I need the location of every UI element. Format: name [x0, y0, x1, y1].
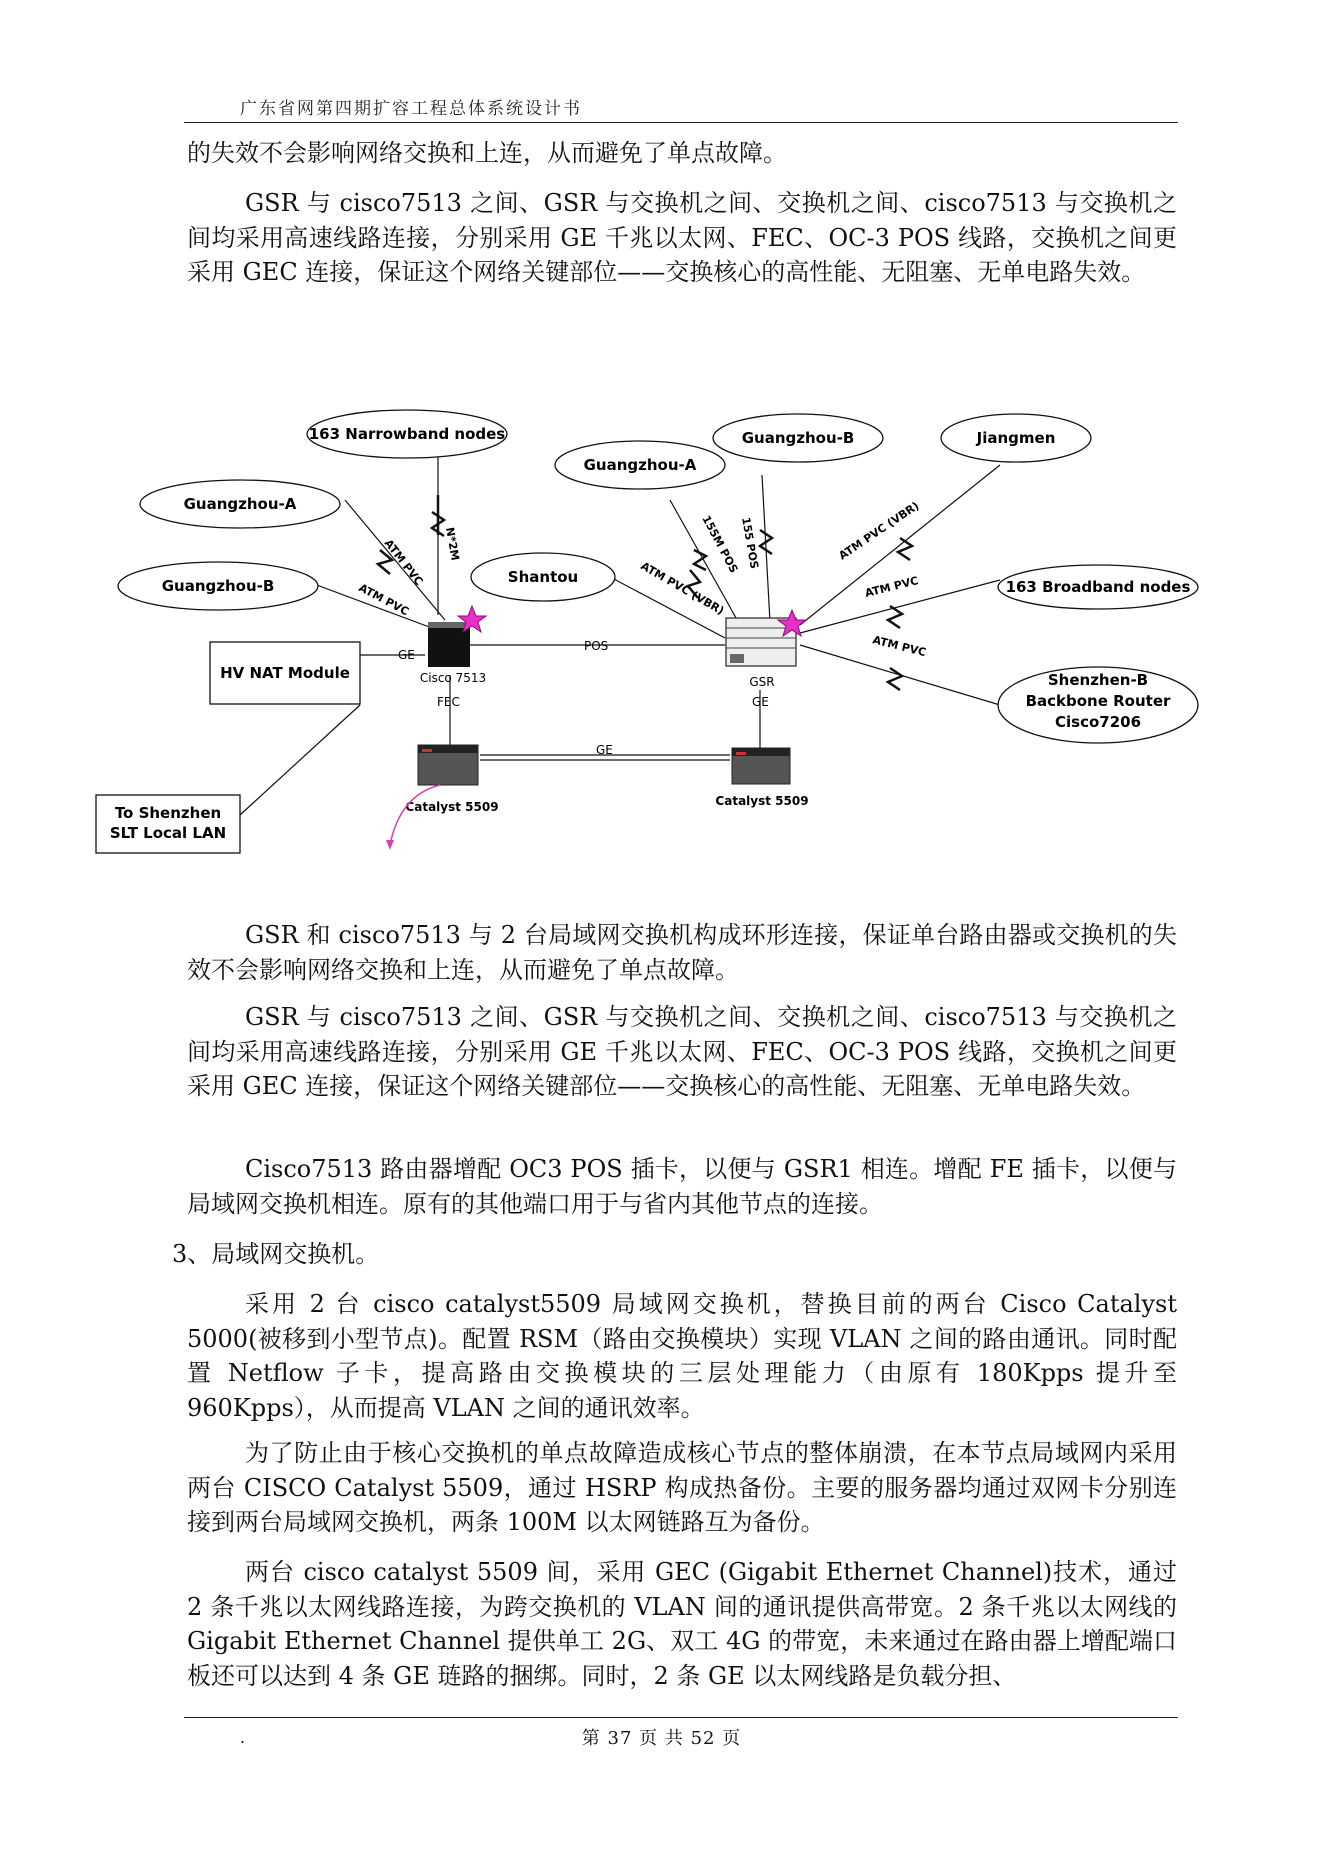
- link-atm-pvc-a: ATM PVC: [381, 536, 426, 588]
- magenta-arrow-head: [386, 840, 394, 850]
- paragraph-top-2: GSR 与 cisco7513 之间、GSR 与交换机之间、交换机之间、cisco7513 与交换机之间均采用高速线路连接，分别采用 GE 千兆以太网、FEC、OC-3 POS 线路，交换机之间更采用 GEC 连接，保证这个网络关键部位——交换核心的高性能、无阻塞、无单电路失效。: [187, 189, 1177, 286]
- paragraph-section-3: 两台 cisco catalyst 5509 间，采用 GEC (Gigabit Ethernet Channel)技术，通过 2 条千兆以太网线路连接，为跨交换机的 VLAN 间的通讯提供高带宽。2 条千兆以太网线的 Gigabit Ethernet Channel 提供单工 2G、双工 4G 的带宽，未来通过在路由器上增配端口板还可以达到 4 条 GE 琏路的捆绑。同时，2 条 GE 以太网线路是负载分担、: [187, 1558, 1177, 1690]
- network-diagram: [0, 400, 1323, 860]
- to-shenzhen-line2: SLT Local LAN: [109, 824, 227, 842]
- footer-rule: [184, 1717, 1178, 1718]
- paragraph-bottom-1: GSR 和 cisco7513 与 2 台局域网交换机构成环形连接，保证单台路由器或交换机的失效不会影响网络交换和上连，从而避免了单点故障。: [187, 921, 1177, 984]
- cloud-guangzhou-a-right: Guangzhou-A: [583, 456, 697, 474]
- link-155-pos: 155 POS: [739, 516, 761, 570]
- footer-dot: .: [240, 1728, 246, 1747]
- link-atm-vbr-jiangmen: ATM PVC (VBR): [836, 499, 922, 563]
- cloud-guangzhou-b-right: Guangzhou-B: [741, 429, 855, 447]
- link-atm-pvc-b: ATM PVC: [356, 581, 411, 619]
- link-pos: POS: [584, 639, 609, 653]
- cloud-shantou: Shantou: [507, 568, 579, 586]
- link-atm-pvc-sz: ATM PVC: [871, 633, 928, 660]
- link-n2m: N*2M: [443, 526, 462, 562]
- header-rule: [184, 122, 1178, 123]
- paragraph-bottom-2: GSR 与 cisco7513 之间、GSR 与交换机之间、交换机之间、cisco7513 与交换机之间均采用高速线路连接，分别采用 GE 千兆以太网、FEC、OC-3 POS 线路，交换机之间更采用 GEC 连接，保证这个网络关键部位——交换核心的高性能、无阻塞、无单电路失效。: [187, 1003, 1177, 1100]
- cloud-jiangmen: Jiangmen: [976, 429, 1056, 447]
- header-title: 广东省网第四期扩容工程总体系统设计书: [240, 99, 582, 119]
- link-ge-cat: GE: [596, 743, 613, 757]
- link-ge-nat: GE: [398, 648, 415, 662]
- cisco7513-device: [428, 606, 486, 667]
- magenta-arrow: [390, 785, 440, 845]
- cloud-broadband: 163 Broadband nodes: [1005, 578, 1191, 596]
- link-lines: [240, 450, 1000, 815]
- link-atm-vbr-shantou: ATM PVC (VBR): [638, 559, 727, 618]
- link-fec: FEC: [437, 695, 460, 709]
- catalyst-left-device: [418, 745, 478, 785]
- to-shenzhen-line1: To Shenzhen: [114, 804, 222, 822]
- gsr-device: [726, 610, 806, 666]
- cisco7513-label: Cisco 7513: [419, 671, 487, 685]
- gsr-label: GSR: [749, 675, 775, 689]
- link-155m-pos: 155M POS: [699, 513, 741, 576]
- paragraph-top-1: 的失效不会影响网络交换和上连，从而避免了单点故障。: [187, 139, 787, 167]
- paragraph-section-2: 为了防止由于核心交换机的单点故障造成核心节点的整体崩溃，在本节点局域网内采用两台 CISCO Catalyst 5509，通过 HSRP 构成热备份。主要的服务器均通过双网卡分别连接到两台局域网交换机，两条 100M 以太网链路互为备份。: [187, 1439, 1177, 1536]
- catalyst-right-label: Catalyst 5509: [715, 794, 809, 808]
- cloud-shenzhen-b-line1: Shenzhen-B: [1047, 671, 1149, 689]
- catalyst-left-label: Catalyst 5509: [405, 800, 499, 814]
- link-atm-pvc-bb: ATM PVC: [863, 574, 920, 600]
- paragraph-bottom-3: Cisco7513 路由器增配 OC3 POS 插卡，以便与 GSR1 相连。增配 FE 插卡，以便与局域网交换机相连。原有的其他端口用于与省内其他节点的连接。: [187, 1155, 1177, 1218]
- cloud-shenzhen-b-line3: Cisco7206: [1054, 713, 1142, 731]
- link-ge-gsr: GE: [752, 695, 769, 709]
- paragraph-section-1: 采用 2 台 cisco catalyst5509 局域网交换机，替换目前的两台 Cisco Catalyst 5000(被移到小型节点)。配置 RSM（路由交换模块）实现 VLAN 之间的路由通讯。同时配置 Netflow 子卡，提高路由交换模块的三层处理能力（由原有 180Kpps 提升至 960Kpps），从而提高 VLAN 之间的通讯效率。: [187, 1290, 1177, 1422]
- hv-nat-label: HV NAT Module: [220, 664, 350, 682]
- section-heading: 3、局域网交换机。: [172, 1240, 380, 1268]
- cloud-guangzhou-a-left: Guangzhou-A: [183, 495, 297, 513]
- cloud-shenzhen-b-line2: Backbone Router: [1025, 692, 1171, 710]
- page-number: 第 37 页 共 52 页: [581, 1728, 742, 1749]
- cloud-narrowband: 163 Narrowband nodes: [308, 425, 506, 443]
- cloud-guangzhou-b-left: Guangzhou-B: [161, 577, 275, 595]
- catalyst-right-device: [732, 748, 790, 784]
